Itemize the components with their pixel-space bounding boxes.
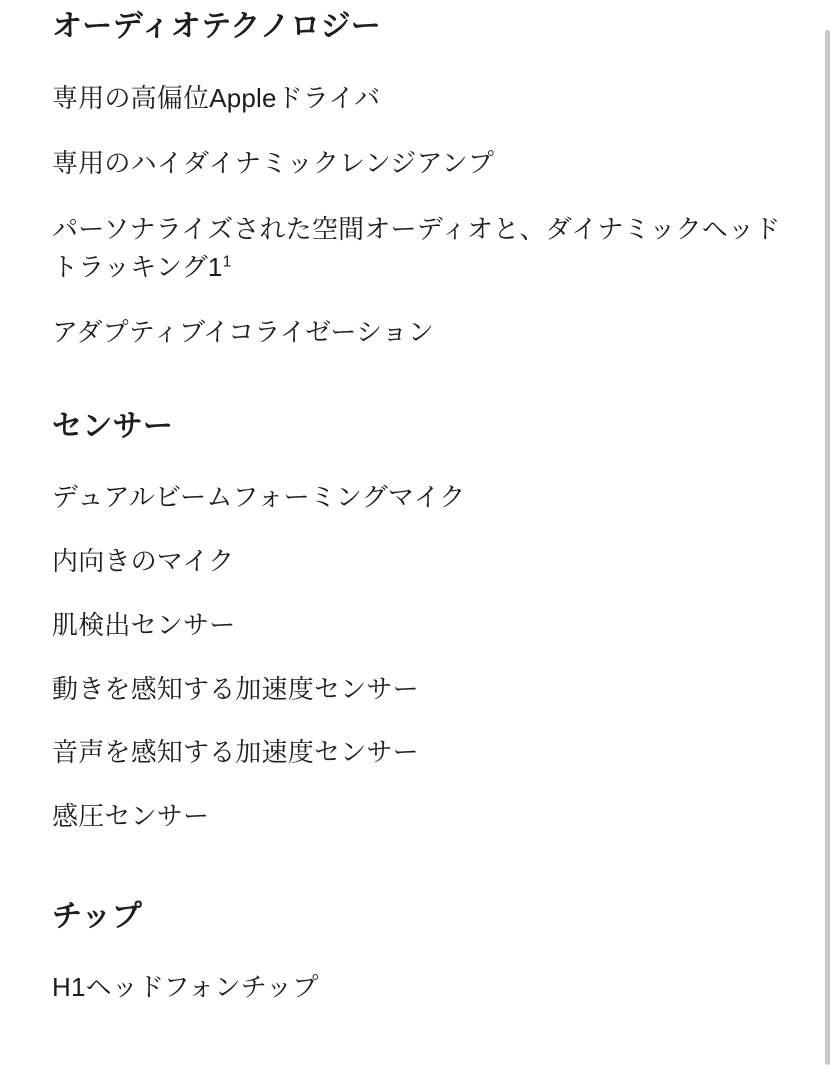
spec-list-chip: [52, 969, 783, 1007]
spec-item-text: 音声を感知する加速度センサー: [52, 737, 419, 768]
spec-item-text: 感圧センサー: [52, 800, 210, 831]
spec-item-text: パーソナライズされた空間オーディオと、ダイナミックヘッドトラッキング1: [52, 213, 781, 282]
list-item: [52, 734, 783, 772]
section-chip: [52, 898, 783, 1007]
footnote-marker: 1: [222, 252, 232, 270]
spec-item-text: 専用のハイダイナミックレンジアンプ: [52, 148, 495, 179]
section-title-audio-technology: オーディオテクノロジー: [52, 10, 382, 43]
vertical-scrollbar[interactable]: [821, 0, 835, 1080]
spec-item-text: 肌検出センサー: [52, 609, 236, 640]
list-item: [52, 798, 783, 836]
spec-list-sensors: [52, 479, 783, 835]
list-item: [52, 479, 783, 517]
spec-item-text: アダプティブイコライゼーション: [52, 317, 435, 348]
spec-item-text: 専用の高偏位Appleドライバ: [52, 82, 381, 113]
spec-item-text: 内向きのマイク: [52, 546, 235, 577]
list-item: [52, 543, 783, 581]
section-title-chip: チップ: [52, 899, 142, 933]
list-item: [52, 314, 783, 352]
spec-list-audio-technology: [52, 80, 783, 352]
list-item: [52, 969, 783, 1007]
spec-item-text: デュアルビームフォーミングマイク: [52, 482, 466, 513]
list-item: [52, 80, 783, 118]
section-sensors: [52, 408, 783, 836]
scrollbar-thumb[interactable]: [825, 30, 830, 1065]
list-item: [52, 671, 783, 709]
list-item: [52, 211, 783, 286]
spec-item-text: 動きを感知する加速度センサー: [52, 673, 419, 704]
list-item: [52, 145, 783, 183]
list-item: [52, 607, 783, 645]
section-audio-technology: [52, 0, 783, 352]
spec-item-text: H1ヘッドフォンチップ: [52, 972, 319, 1003]
section-title-sensors: センサー: [52, 409, 174, 443]
